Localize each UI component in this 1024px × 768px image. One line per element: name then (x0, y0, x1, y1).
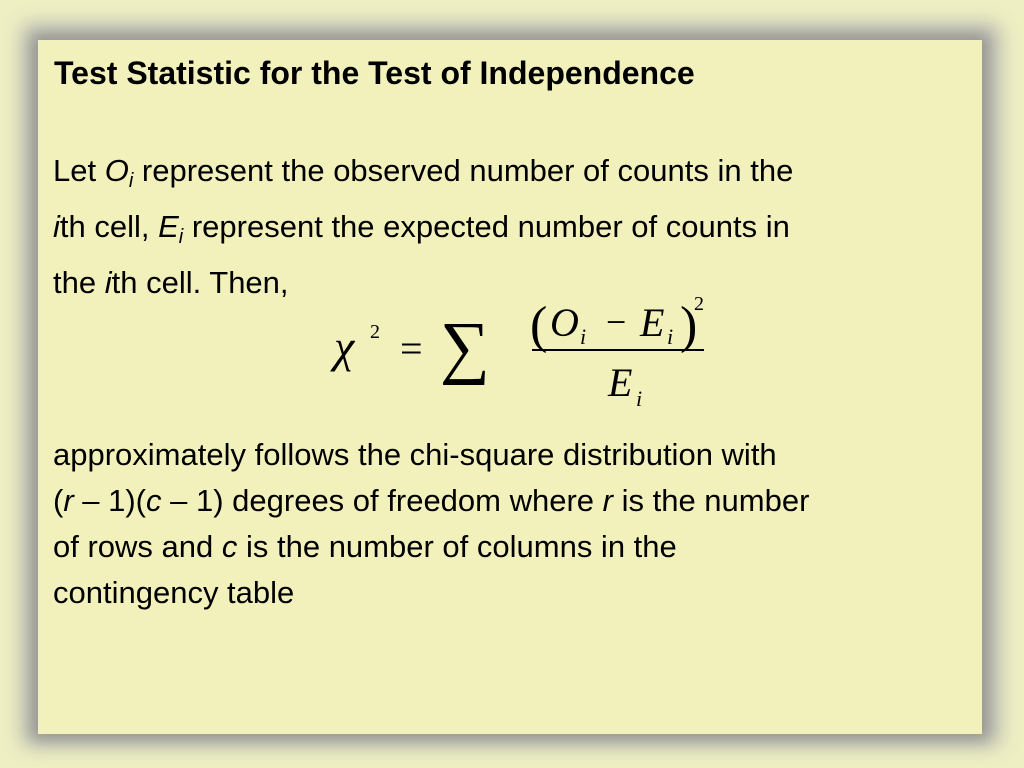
distribution-paragraph (53, 432, 809, 616)
open-paren: ( (530, 297, 548, 354)
minus-sign: − (606, 302, 627, 342)
distribution-line-4: contingency table (53, 575, 295, 610)
numerator-exponent: 2 (694, 293, 704, 315)
chi-exponent: 2 (370, 321, 380, 343)
chi-symbol: χ (334, 321, 355, 372)
definition-line-1: Let $O_i$ represent the observed number of counts in the (53, 153, 794, 192)
definition-paragraph (53, 148, 793, 306)
equals-sign: = (400, 326, 423, 371)
close-paren: ) (680, 297, 698, 354)
numerator-e: E (640, 300, 665, 345)
slide-card (38, 40, 982, 734)
slide-title: Test Statistic for the Test of Independence (54, 55, 695, 91)
distribution-line-2: (r – 1)(c – 1) degrees of freedom where r is the number (53, 483, 810, 518)
denominator-e: E (608, 360, 633, 405)
sum-symbol: ∑ (440, 309, 490, 386)
numerator-e-subscript: i (667, 324, 674, 349)
observed-symbol: $O_i$ (104, 153, 134, 192)
numerator-o: O (550, 300, 579, 345)
definition-line-3: the ith cell. Then, (53, 265, 289, 300)
distribution-line-1: approximately follows the chi-square distribution with (53, 437, 777, 472)
chi-square-formula (324, 284, 704, 414)
distribution-line-3: of rows and c is the number of columns in the (53, 529, 677, 564)
expected-symbol: $E_i$ (158, 209, 184, 248)
denominator-e-subscript: i (636, 386, 643, 411)
definition-line-2: ith cell, $E_i$ represent the expected number of counts in (53, 209, 790, 248)
numerator-o-subscript: i (580, 324, 587, 349)
